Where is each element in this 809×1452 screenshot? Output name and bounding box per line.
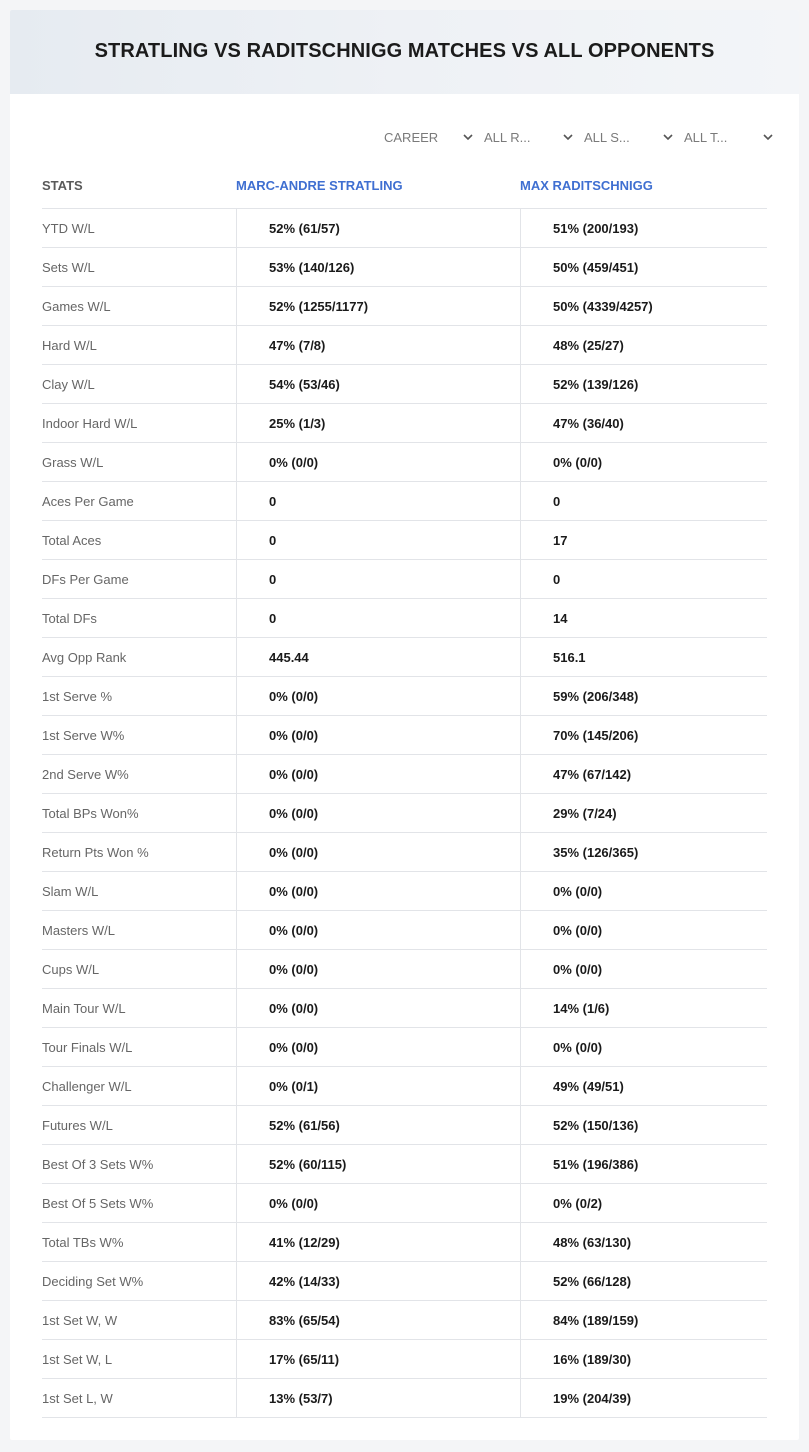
stat-label: Hard W/L: [42, 326, 237, 364]
table-row: [42, 1223, 767, 1262]
table-row: [42, 677, 767, 716]
player1-value: 0% (0/0): [237, 1184, 521, 1222]
player1-value: 53% (140/126): [237, 248, 521, 286]
player1-value: 0% (0/0): [237, 911, 521, 949]
stat-label: Return Pts Won %: [42, 833, 237, 871]
player1-value: 0% (0/0): [237, 794, 521, 832]
player2-value: 48% (25/27): [553, 337, 624, 353]
player1-value: 47% (7/8): [237, 326, 521, 364]
filter-label: ALL S...: [584, 129, 630, 145]
player2-value: 29% (7/24): [553, 805, 617, 821]
player1-value: 0: [237, 521, 521, 559]
chevron-down-icon: [562, 131, 574, 143]
player1-value: 0% (0/0): [237, 833, 521, 871]
table-row: [42, 1106, 767, 1145]
player2-value: 50% (4339/4257): [553, 298, 653, 314]
filter-label: ALL R...: [484, 129, 531, 145]
player2-value: 59% (206/348): [553, 688, 639, 704]
player1-value: 41% (12/29): [237, 1223, 521, 1261]
stat-label: Total Aces: [42, 521, 237, 559]
stat-label: Total BPs Won%: [42, 794, 237, 832]
table-row: [42, 1262, 767, 1301]
table-row: [42, 638, 767, 677]
player1-value: 0% (0/0): [237, 989, 521, 1027]
table-row: [42, 794, 767, 833]
filter-round-select[interactable]: [484, 127, 584, 147]
stats-card: [10, 10, 799, 1440]
filter-surface-select[interactable]: [584, 127, 684, 147]
header-stats: STATS: [42, 177, 83, 193]
stat-label: Sets W/L: [42, 248, 237, 286]
stat-label: Indoor Hard W/L: [42, 404, 237, 442]
player1-value: 0% (0/0): [237, 677, 521, 715]
stat-label: 1st Set W, W: [42, 1301, 237, 1339]
player2-value: 0% (0/2): [553, 1195, 603, 1211]
filter-label: ALL T...: [684, 129, 728, 145]
stat-label: Games W/L: [42, 287, 237, 325]
table-row: [42, 1028, 767, 1067]
stat-label: Slam W/L: [42, 872, 237, 910]
stat-label: DFs Per Game: [42, 560, 237, 598]
stat-label: 1st Set W, L: [42, 1340, 237, 1378]
table-row: [42, 1067, 767, 1106]
filter-period-select[interactable]: [384, 127, 484, 147]
player1-value: 0% (0/0): [237, 872, 521, 910]
player1-value: 52% (61/56): [237, 1106, 521, 1144]
player1-value: 0% (0/1): [237, 1067, 521, 1105]
table-row: [42, 911, 767, 950]
player2-value: 35% (126/365): [553, 844, 639, 860]
player1-value: 52% (60/115): [237, 1145, 521, 1183]
player2-value: 17: [553, 532, 568, 548]
stat-label: 1st Serve %: [42, 677, 237, 715]
player2-value: 0: [553, 571, 561, 587]
stat-label: 1st Set L, W: [42, 1379, 237, 1417]
stat-label: Aces Per Game: [42, 482, 237, 520]
stat-label: Total TBs W%: [42, 1223, 237, 1261]
table-row: [42, 482, 767, 521]
table-row: [42, 521, 767, 560]
player2-value: 0% (0/0): [553, 1039, 603, 1055]
player1-value: 42% (14/33): [237, 1262, 521, 1300]
table-row: [42, 1145, 767, 1184]
stat-label: Futures W/L: [42, 1106, 237, 1144]
stat-label: 1st Serve W%: [42, 716, 237, 754]
table-row: [42, 1301, 767, 1340]
stat-label: Total DFs: [42, 599, 237, 637]
stat-label: 2nd Serve W%: [42, 755, 237, 793]
filter-label: CAREER: [384, 129, 439, 145]
table-row: [42, 755, 767, 794]
player1-value: 0: [237, 599, 521, 637]
table-row: [42, 248, 767, 287]
player1-value: 0% (0/0): [237, 1028, 521, 1066]
table-row: [42, 599, 767, 638]
player1-value: 0: [237, 560, 521, 598]
player1-value: 52% (61/57): [237, 209, 521, 247]
player2-value: 48% (63/130): [553, 1234, 632, 1250]
player2-value: 0% (0/0): [553, 883, 603, 899]
header-player1-link[interactable]: MARC-ANDRE STRATLING: [236, 177, 403, 193]
stat-label: Main Tour W/L: [42, 989, 237, 1027]
filter-tournament-select[interactable]: [684, 127, 784, 147]
table-row: [42, 989, 767, 1028]
player1-value: 0% (0/0): [237, 716, 521, 754]
table-row: [42, 716, 767, 755]
stat-label: YTD W/L: [42, 209, 237, 247]
stats-table: [42, 162, 767, 1418]
table-row: [42, 1184, 767, 1223]
stat-label: Challenger W/L: [42, 1067, 237, 1105]
player2-value: 16% (189/30): [553, 1351, 632, 1367]
chevron-down-icon: [462, 131, 474, 143]
stat-label: Best Of 3 Sets W%: [42, 1145, 237, 1183]
stat-label: Grass W/L: [42, 443, 237, 481]
header-player2-link[interactable]: MAX RADITSCHNIGG: [520, 177, 653, 193]
player2-value: 47% (67/142): [553, 766, 632, 782]
card-header: [10, 10, 799, 94]
stat-label: Clay W/L: [42, 365, 237, 403]
stat-label: Avg Opp Rank: [42, 638, 237, 676]
player2-value: 0% (0/0): [553, 454, 603, 470]
player2-value: 14% (1/6): [553, 1000, 610, 1016]
player1-value: 0: [237, 482, 521, 520]
chevron-down-icon: [662, 131, 674, 143]
table-row: [42, 404, 767, 443]
player2-value: 14: [553, 610, 568, 626]
table-row: [42, 365, 767, 404]
player1-value: 83% (65/54): [237, 1301, 521, 1339]
player2-value: 0% (0/0): [553, 922, 603, 938]
table-row: [42, 560, 767, 599]
table-row: [42, 872, 767, 911]
player1-value: 54% (53/46): [237, 365, 521, 403]
stat-label: Tour Finals W/L: [42, 1028, 237, 1066]
page-title: STRATLING VS RADITSCHNIGG MATCHES VS ALL OPPONENTS: [94, 39, 715, 62]
table-row: [42, 1340, 767, 1379]
table-row: [42, 950, 767, 989]
player1-value: 0% (0/0): [237, 950, 521, 988]
player1-value: 17% (65/11): [237, 1340, 521, 1378]
table-body: [42, 209, 767, 1418]
player1-value: 52% (1255/1177): [237, 287, 521, 325]
table-row: [42, 833, 767, 872]
table-row: [42, 287, 767, 326]
player1-value: 25% (1/3): [237, 404, 521, 442]
player2-value: 47% (36/40): [553, 415, 624, 431]
player1-value: 0% (0/0): [237, 443, 521, 481]
player2-value: 52% (66/128): [553, 1273, 632, 1289]
player2-value: 84% (189/159): [553, 1312, 639, 1328]
table-row: [42, 443, 767, 482]
player1-value: 0% (0/0): [237, 755, 521, 793]
table-row: [42, 1379, 767, 1418]
stat-label: Best Of 5 Sets W%: [42, 1184, 237, 1222]
player1-value: 445.44: [237, 638, 521, 676]
player2-value: 0% (0/0): [553, 961, 603, 977]
table-header: [42, 162, 767, 209]
stat-label: Masters W/L: [42, 911, 237, 949]
player2-value: 50% (459/451): [553, 259, 639, 275]
stat-label: Cups W/L: [42, 950, 237, 988]
chevron-down-icon: [762, 131, 774, 143]
stat-label: Deciding Set W%: [42, 1262, 237, 1300]
player1-value: 13% (53/7): [237, 1379, 521, 1417]
player2-value: 49% (49/51): [553, 1078, 624, 1094]
table-row: [42, 209, 767, 248]
player2-value: 52% (150/136): [553, 1117, 639, 1133]
table-row: [42, 326, 767, 365]
player2-value: 70% (145/206): [553, 727, 639, 743]
player2-value: 52% (139/126): [553, 376, 639, 392]
filter-bar: [384, 127, 784, 147]
player2-value: 0: [553, 493, 561, 509]
player2-value: 51% (196/386): [553, 1156, 639, 1172]
player2-value: 51% (200/193): [553, 220, 639, 236]
player2-value: 19% (204/39): [553, 1390, 632, 1406]
player2-value: 516.1: [553, 649, 586, 665]
